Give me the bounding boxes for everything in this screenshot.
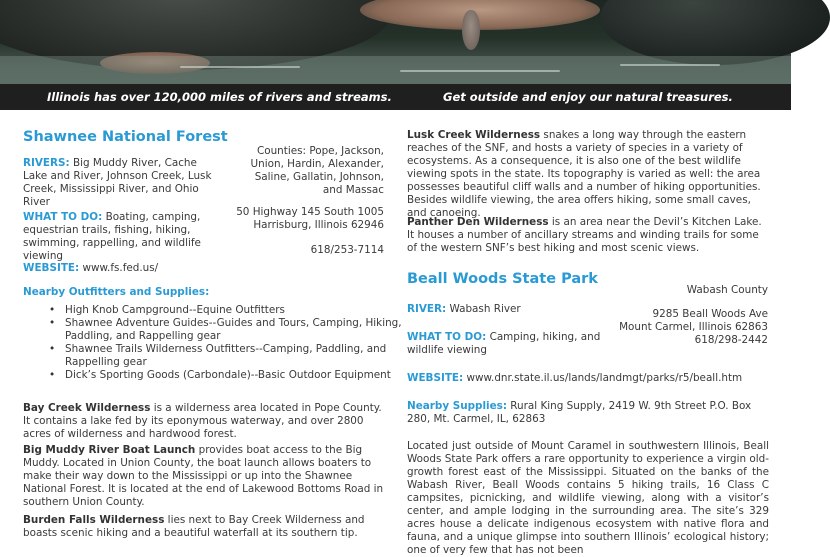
river-label: RIVER: bbox=[407, 303, 447, 315]
beall-phone: 618/298-2442 bbox=[694, 334, 768, 346]
counties-line: Union, Hardin, Alexander, bbox=[250, 158, 384, 170]
website-label: WEBSITE: bbox=[23, 262, 80, 274]
banner-left-caption: Illinois has over 120,000 miles of rivers and streams. bbox=[47, 90, 392, 104]
counties-line: Counties: Pope, Jackson, bbox=[256, 145, 384, 157]
list-item: • Shawnee Trails Wilderness Outfitters--Camping, Paddling, and Rappelling gear bbox=[49, 343, 411, 369]
rivers-label: RIVERS: bbox=[23, 157, 70, 169]
big-muddy-paragraph bbox=[23, 444, 385, 509]
shawnee-counties bbox=[223, 145, 384, 197]
lusk-creek-text: snakes a long way through the eastern reaches of the SNF, and hosts a variety of species in a variety of ecosystems. As a consequence, it is also one of the best wildlife viewing spots in the state. Its topography is varied as well: the area possesses beautiful cliff walls and a number of hiking opportunities. Besides wildlife viewing, the area offers hiking, some small caves, and canoeing. bbox=[407, 129, 761, 219]
shawnee-phone: 618/253-7114 bbox=[310, 244, 384, 256]
beall-website-link[interactable]: www.dnr.state.il.us/lands/landmgt/parks/r5/beall.htm bbox=[466, 372, 743, 384]
water-ripple bbox=[400, 70, 560, 72]
supplies-label: Nearby Supplies: bbox=[407, 400, 507, 412]
shawnee-title: Shawnee National Forest bbox=[23, 129, 228, 145]
shawnee-address bbox=[223, 206, 384, 232]
counties-line: and Massac bbox=[322, 184, 384, 196]
panther-den-title: Panther Den Wilderness bbox=[407, 216, 549, 228]
beall-what-to-do bbox=[407, 331, 602, 357]
counties-line: Saline, Gallatin, Johnson, bbox=[254, 171, 384, 183]
lusk-creek-title: Lusk Creek Wilderness bbox=[407, 129, 541, 141]
shawnee-website-link[interactable]: www.fs.fed.us/ bbox=[82, 262, 159, 274]
list-item: • Dick’s Sporting Goods (Carbondale)--Basic Outdoor Equipment bbox=[49, 369, 411, 382]
water-ripple bbox=[620, 64, 720, 66]
river-text: Wabash River bbox=[449, 303, 521, 315]
address-line: 9285 Beall Woods Ave bbox=[652, 308, 768, 320]
beall-supplies bbox=[407, 400, 769, 426]
address-line: Harrisburg, Illinois 62946 bbox=[253, 219, 384, 231]
todo-text: Camping, hiking, and wildlife viewing bbox=[407, 331, 601, 356]
supplies-text: Rural King Supply, 2419 W. 9th Street P.O. Box 280, Mt. Carmel, IL, 62863 bbox=[407, 400, 752, 425]
photo-figure-detail bbox=[462, 10, 480, 50]
list-item: • Shawnee Adventure Guides--Guides and Tours, Camping, Hiking, Paddling, and Rappelling gear bbox=[49, 317, 411, 343]
rivers-text: Big Muddy River, Cache Lake and River, Johnson Creek, Lusk Creek, Mississippi River, and Ohio River bbox=[23, 157, 212, 208]
website-label: WEBSITE: bbox=[407, 372, 464, 384]
bay-creek-paragraph bbox=[23, 402, 385, 441]
todo-label: WHAT TO DO: bbox=[23, 211, 103, 223]
big-muddy-text: provides boat access to the Big Muddy. Located in Union County, the boat launch allows boaters to make their way down to the Mississippi or up into the Shawnee National Forest. It is located at the end of Lakewood Bottoms Road in southern Union County. bbox=[23, 444, 384, 508]
outfitters-title: Nearby Outfitters and Supplies: bbox=[23, 286, 210, 298]
bay-creek-text: is a wilderness area located in Pope County. It contains a lake fed by its eponymous waterway, and over 2800 acres of wilderness and hardwood forest. bbox=[23, 402, 382, 440]
burden-falls-paragraph bbox=[23, 514, 385, 540]
bay-creek-title: Bay Creek Wilderness bbox=[23, 402, 151, 414]
beall-website bbox=[407, 372, 769, 385]
beall-county: Wabash County bbox=[686, 284, 768, 296]
shawnee-what-to-do bbox=[23, 211, 238, 263]
panther-den-text: is an area near the Devil’s Kitchen Lake. It houses a number of ancillary streams and winding trails for some of the western SNF’s best hiking and most scenic views. bbox=[407, 216, 762, 254]
big-muddy-title: Big Muddy River Boat Launch bbox=[23, 444, 196, 456]
list-item: • High Knob Campground--Equine Outfitters bbox=[49, 304, 411, 317]
burden-falls-title: Burden Falls Wilderness bbox=[23, 514, 165, 526]
address-line: 50 Highway 145 South 1005 bbox=[236, 206, 384, 218]
caption-banner bbox=[0, 84, 791, 110]
shawnee-rivers bbox=[23, 157, 223, 209]
beall-description: Located just outside of Mount Caramel in southwestern Illinois, Beall Woods State Park offers a rare opportunity to experience a virgin old-growth forest east of the Mississippi. Situated on the banks of the Wabash River, Beall Woods contains 5 hiking trails, 16 Class C campsites, picnicking, and wildlife viewing, along with a visitor’s center, and ample lodging in the surrounding area. The site’s 329 acres house a delicate indigenous ecosystem with native flora and fauna, and a unique glimpse into southern Illinois’ ecological history; one of very few that has not been bbox=[407, 440, 769, 556]
photo-water bbox=[0, 56, 791, 84]
water-ripple bbox=[180, 66, 300, 68]
burden-falls-text: lies next to Bay Creek Wilderness and boasts scenic hiking and a beautiful waterfall at its southern tip. bbox=[23, 514, 365, 539]
todo-label: WHAT TO DO: bbox=[407, 331, 487, 343]
shawnee-website bbox=[23, 262, 385, 275]
outfitters-list bbox=[49, 304, 411, 382]
address-line: Mount Carmel, Illinois 62863 bbox=[619, 321, 768, 333]
panther-den-paragraph bbox=[407, 216, 769, 255]
todo-text: Boating, camping, equestrian trails, fishing, hiking, swimming, rappelling, and wildlife viewing bbox=[23, 211, 201, 262]
hero-photo bbox=[0, 0, 791, 84]
lusk-creek-paragraph bbox=[407, 129, 769, 220]
photo-figure bbox=[360, 0, 600, 30]
banner-right-caption: Get outside and enjoy our natural treasures. bbox=[443, 90, 733, 104]
beall-woods-title: Beall Woods State Park bbox=[407, 271, 598, 287]
